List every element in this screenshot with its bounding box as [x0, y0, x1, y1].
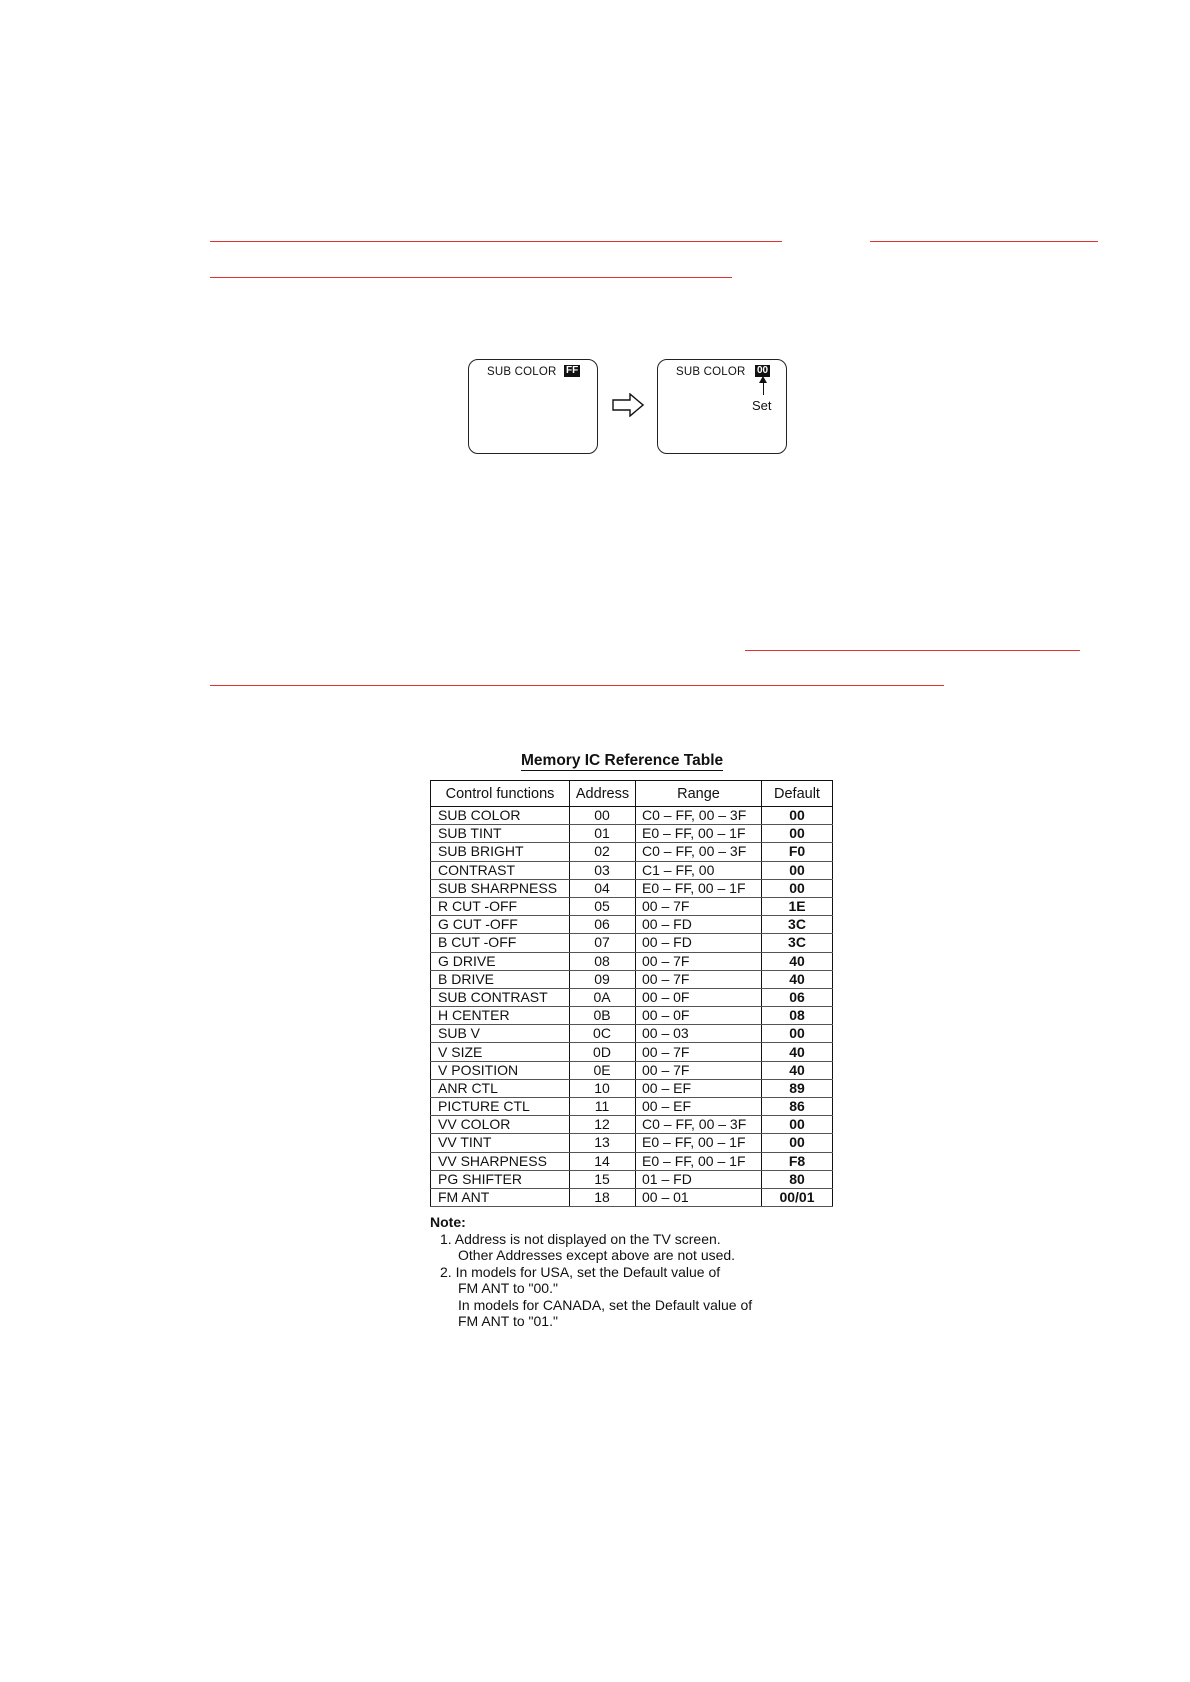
range-cell: E0 – FF, 00 – 1F	[636, 1134, 762, 1152]
control-function-cell: VV SHARPNESS	[431, 1152, 570, 1170]
default-cell: 3C	[762, 916, 833, 934]
control-function-cell: V POSITION	[431, 1061, 570, 1079]
screen-value: 00	[757, 365, 769, 376]
range-cell: 00 – 7F	[636, 952, 762, 970]
range-cell: C1 – FF, 00	[636, 861, 762, 879]
default-cell: F8	[762, 1152, 833, 1170]
address-cell: 0C	[570, 1025, 636, 1043]
note-item-continued: Other Addresses except above are not used.	[458, 1247, 736, 1263]
range-cell: 00 – 0F	[636, 988, 762, 1006]
table-row	[431, 1188, 833, 1206]
address-cell: 15	[570, 1170, 636, 1188]
address-cell: 01	[570, 825, 636, 843]
range-cell: 00 – 7F	[636, 1061, 762, 1079]
red-line	[210, 241, 782, 242]
table-row	[431, 934, 833, 952]
range-cell: 01 – FD	[636, 1170, 762, 1188]
table-row	[431, 807, 833, 825]
table-row	[431, 1170, 833, 1188]
note-item-continued: In models for CANADA, set the Default value of	[458, 1296, 753, 1313]
default-cell: 00/01	[762, 1188, 833, 1206]
address-cell: 02	[570, 843, 636, 861]
control-function-cell: FM ANT	[431, 1188, 570, 1206]
address-cell: 06	[570, 916, 636, 934]
column-header: Default	[762, 781, 833, 807]
control-function-cell: SUB V	[431, 1025, 570, 1043]
table-row	[431, 843, 833, 861]
control-function-cell: V SIZE	[431, 1043, 570, 1061]
table-row	[431, 897, 833, 915]
range-cell: 00 – 7F	[636, 1043, 762, 1061]
table-title: Memory IC Reference Table	[521, 752, 724, 769]
note-item-continued: FM ANT to "00."	[458, 1280, 558, 1296]
address-cell: 11	[570, 1098, 636, 1116]
control-function-cell: H CENTER	[431, 1007, 570, 1025]
default-cell: 00	[762, 1025, 833, 1043]
address-cell: 05	[570, 897, 636, 915]
note-heading: Note:	[430, 1214, 466, 1230]
table-row	[431, 1116, 833, 1134]
control-function-cell: G CUT -OFF	[431, 916, 570, 934]
range-cell: 00 – 01	[636, 1188, 762, 1206]
default-cell: F0	[762, 843, 833, 861]
range-cell: E0 – FF, 00 – 1F	[636, 879, 762, 897]
address-cell: 03	[570, 861, 636, 879]
default-cell: 86	[762, 1098, 833, 1116]
table-row	[431, 1152, 833, 1170]
screen-value: FF	[566, 365, 579, 376]
range-cell: 00 – EF	[636, 1098, 762, 1116]
tv-screen-before	[468, 359, 598, 454]
table-row	[431, 879, 833, 897]
table-row	[431, 825, 833, 843]
default-cell: 00	[762, 1134, 833, 1152]
table-notes	[430, 1214, 752, 1330]
up-arrow-icon	[763, 382, 764, 395]
red-line	[745, 650, 1080, 651]
control-function-cell: B DRIVE	[431, 970, 570, 988]
default-cell: 00	[762, 807, 833, 825]
range-cell: 00 – FD	[636, 916, 762, 934]
range-cell: 00 – 7F	[636, 897, 762, 915]
address-cell: 09	[570, 970, 636, 988]
address-cell: 13	[570, 1134, 636, 1152]
red-line	[870, 241, 1098, 242]
note-item-continued: FM ANT to "01."	[458, 1313, 558, 1329]
range-cell: C0 – FF, 00 – 3F	[636, 1116, 762, 1134]
control-function-cell: VV TINT	[431, 1134, 570, 1152]
address-cell: 0D	[570, 1043, 636, 1061]
table-row	[431, 1061, 833, 1079]
default-cell: 40	[762, 1061, 833, 1079]
range-cell: E0 – FF, 00 – 1F	[636, 1152, 762, 1170]
default-cell: 00	[762, 1116, 833, 1134]
control-function-cell: SUB TINT	[431, 825, 570, 843]
right-arrow-icon	[612, 393, 644, 417]
table-row	[431, 1098, 833, 1116]
default-cell: 89	[762, 1079, 833, 1097]
table-row	[431, 916, 833, 934]
control-function-cell: SUB CONTRAST	[431, 988, 570, 1006]
control-function-cell: SUB COLOR	[431, 807, 570, 825]
address-cell: 04	[570, 879, 636, 897]
control-function-cell: SUB BRIGHT	[431, 843, 570, 861]
control-function-cell: CONTRAST	[431, 861, 570, 879]
control-function-cell: VV COLOR	[431, 1116, 570, 1134]
column-header: Control functions	[431, 781, 570, 807]
table-row	[431, 970, 833, 988]
default-cell: 06	[762, 988, 833, 1006]
column-header: Range	[636, 781, 762, 807]
tv-screen-after	[657, 359, 787, 454]
table-row	[431, 952, 833, 970]
default-cell: 00	[762, 879, 833, 897]
table-row	[431, 988, 833, 1006]
address-cell: 0E	[570, 1061, 636, 1079]
address-cell: 07	[570, 934, 636, 952]
default-cell: 40	[762, 952, 833, 970]
range-cell: C0 – FF, 00 – 3F	[636, 843, 762, 861]
range-cell: 00 – EF	[636, 1079, 762, 1097]
memory-ic-reference-table	[430, 780, 833, 1207]
control-function-cell: R CUT -OFF	[431, 897, 570, 915]
control-function-cell: PG SHIFTER	[431, 1170, 570, 1188]
default-cell: 1E	[762, 897, 833, 915]
address-cell: 0B	[570, 1007, 636, 1025]
default-cell: 80	[762, 1170, 833, 1188]
table-row	[431, 861, 833, 879]
table-row	[431, 1043, 833, 1061]
control-function-cell: B CUT -OFF	[431, 934, 570, 952]
control-function-cell: SUB SHARPNESS	[431, 879, 570, 897]
default-cell: 40	[762, 970, 833, 988]
range-cell: 00 – 03	[636, 1025, 762, 1043]
column-header: Address	[570, 781, 636, 807]
red-line	[210, 685, 944, 686]
table-row	[431, 1025, 833, 1043]
screen-label: SUB COLOR	[487, 366, 557, 378]
range-cell: 00 – 7F	[636, 970, 762, 988]
red-line	[210, 277, 732, 278]
default-cell: 00	[762, 861, 833, 879]
default-cell: 40	[762, 1043, 833, 1061]
address-cell: 0A	[570, 988, 636, 1006]
table-header-row	[431, 781, 833, 807]
default-cell: 3C	[762, 934, 833, 952]
table-row	[431, 1079, 833, 1097]
control-function-cell: G DRIVE	[431, 952, 570, 970]
default-cell: 08	[762, 1007, 833, 1025]
address-cell: 12	[570, 1116, 636, 1134]
address-cell: 08	[570, 952, 636, 970]
address-cell: 14	[570, 1152, 636, 1170]
address-cell: 10	[570, 1079, 636, 1097]
set-label: Set	[752, 398, 772, 413]
address-cell: 18	[570, 1188, 636, 1206]
table-row	[431, 1134, 833, 1152]
table-row	[431, 1007, 833, 1025]
control-function-cell: ANR CTL	[431, 1079, 570, 1097]
address-cell: 00	[570, 807, 636, 825]
control-function-cell: PICTURE CTL	[431, 1098, 570, 1116]
default-cell: 00	[762, 825, 833, 843]
range-cell: 00 – 0F	[636, 1007, 762, 1025]
note-item: 2. In models for USA, set the Default value of	[440, 1263, 721, 1280]
note-item: 1. Address is not displayed on the TV screen.	[440, 1230, 721, 1247]
range-cell: E0 – FF, 00 – 1F	[636, 825, 762, 843]
screen-label: SUB COLOR	[676, 366, 746, 378]
range-cell: 00 – FD	[636, 934, 762, 952]
range-cell: C0 – FF, 00 – 3F	[636, 807, 762, 825]
